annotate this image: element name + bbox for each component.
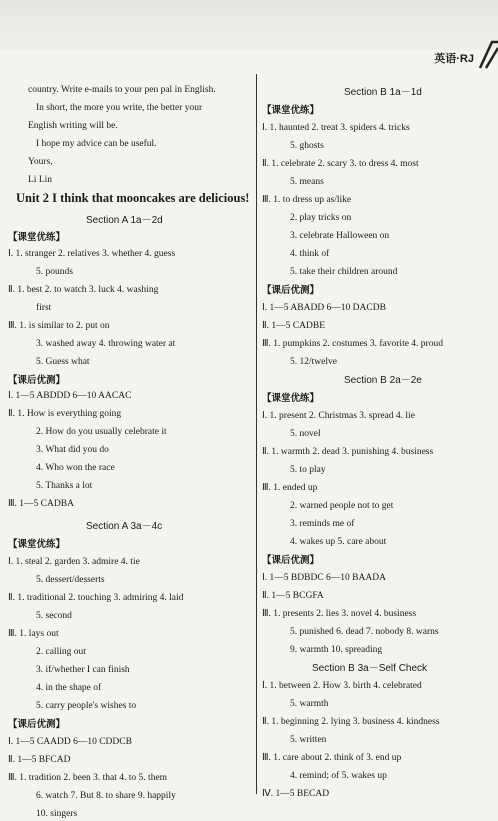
section-title: Section A 3a－4c — [86, 521, 163, 532]
subsection-label: 【课后优测】 — [262, 555, 320, 566]
answer-line: Ⅰ. 1—5 ABDDD 6—10 AACAC — [8, 391, 132, 401]
answer-line: 6. watch 7. But 8. to share 9. happily — [36, 791, 176, 801]
subsection-label: 【课堂优练】 — [8, 539, 66, 550]
answer-line: 5. means — [290, 177, 324, 187]
answer-line: Ⅲ. 1—5 CADBA — [8, 499, 74, 509]
section-title: Section B 3a－Self Check — [312, 663, 428, 674]
answer-line: 5. Thanks a lot — [36, 481, 93, 491]
subsection-label: 【课堂优练】 — [262, 105, 320, 116]
answer-line: 3. reminds me of — [290, 519, 355, 529]
section-title: Section B 1a－1d — [344, 87, 422, 98]
answer-line: 5. dessert/desserts — [36, 575, 105, 585]
page-header-band — [0, 0, 498, 50]
answer-line: 5. Guess what — [36, 357, 90, 367]
answer-line: Ⅱ. 1—5 CADBE — [262, 321, 325, 331]
text-line: I hope my advice can be useful. — [36, 139, 157, 149]
answer-line: 5. second — [36, 611, 72, 621]
answer-line: 4. in the shape of — [36, 683, 102, 693]
subsection-label: 【课堂优练】 — [8, 232, 66, 243]
answer-line: 2. How do you usually celebrate it — [36, 427, 167, 437]
subsection-label: 【课堂优练】 — [262, 393, 320, 404]
answer-line: Ⅰ. 1. between 2. How 3. birth 4. celebrated — [262, 681, 422, 691]
answer-line: Ⅲ. 1. is similar to 2. put on — [8, 321, 110, 331]
answer-line: 3. celebrate Halloween on — [290, 231, 390, 241]
answer-line: Ⅰ. 1—5 BDBDC 6—10 BAADA — [262, 573, 386, 583]
text-line: country. Write e-mails to your pen pal in English. — [28, 85, 216, 95]
unit-title: Unit 2 I think that mooncakes are delicious! — [16, 191, 250, 205]
answer-line: 5. take their children around — [290, 267, 398, 277]
corner-chevron-icon — [478, 40, 498, 70]
answer-line: Ⅱ. 1. beginning 2. lying 3. business 4. kindness — [262, 717, 440, 727]
answer-line: Ⅰ. 1. present 2. Christmas 3. spread 4. lie — [262, 411, 415, 421]
answer-line: 4. remind; of 5. wakes up — [290, 771, 387, 781]
answer-line: Ⅲ. 1. tradition 2. been 3. that 4. to 5. them — [8, 773, 168, 783]
answer-line: Ⅱ. 1. best 2. to watch 3. luck 4. washing — [8, 285, 159, 295]
answer-line: Ⅰ. 1—5 ABADD 6—10 DACDB — [262, 303, 386, 313]
answer-line: 5. 12/twelve — [290, 357, 337, 367]
answer-line: Ⅳ. 1—5 BECAD — [262, 789, 330, 799]
answer-line: 3. if/whether I can finish — [36, 665, 130, 675]
answer-line: 2. warned people not to get — [290, 501, 394, 511]
text-line: Li Lin — [28, 175, 53, 185]
answer-line: 4. wakes up 5. care about — [290, 537, 387, 547]
answer-line: Ⅱ. 1. warmth 2. dead 3. punishing 4. business — [262, 447, 434, 457]
answer-line: Ⅰ. 1. steal 2. garden 3. admire 4. tie — [8, 557, 140, 567]
answer-line: Ⅱ. 1—5 BFCAD — [8, 755, 71, 765]
section-title: Section B 2a－2e — [344, 375, 422, 386]
answer-line: Ⅰ. 1. stranger 2. relatives 3. whether 4. guess — [8, 249, 176, 259]
answer-line: Ⅱ. 1. celebrate 2. scary 3. to dress 4. most — [262, 159, 419, 169]
answer-line: Ⅱ. 1. traditional 2. touching 3. admiring 4. laid — [8, 593, 184, 603]
answer-line: Ⅲ. 1. to dress up as/like — [262, 195, 352, 205]
subsection-label: 【课后优测】 — [8, 375, 66, 386]
column-divider — [256, 74, 257, 794]
answer-line: 4. think of — [290, 249, 330, 259]
answer-line: first — [36, 303, 52, 313]
subject-label: 英语·RJ — [434, 53, 474, 65]
answer-line: 2. play tricks on — [290, 213, 352, 223]
text-line: English writing will be. — [28, 121, 118, 131]
answer-line: 5. carry people's wishes to — [36, 701, 137, 711]
section-title: Section A 1a－2d — [86, 215, 163, 226]
text-line: In short, the more you write, the better your — [36, 103, 203, 113]
answer-line: Ⅲ. 1. presents 2. lies 3. novel 4. business — [262, 609, 417, 619]
answer-line: Ⅲ. 1. ended up — [262, 483, 318, 493]
answer-line: 5. written — [290, 735, 327, 745]
answer-line: 5. novel — [290, 429, 321, 439]
answer-line: 5. punished 6. dead 7. nobody 8. warns — [290, 627, 439, 637]
answer-line: 5. to play — [290, 465, 326, 475]
answer-line: 3. What did you do — [36, 445, 109, 455]
subsection-label: 【课后优测】 — [8, 719, 66, 730]
answer-line: 5. pounds — [36, 267, 73, 277]
answer-line: Ⅲ. 1. care about 2. think of 3. end up — [262, 753, 402, 763]
answer-line: 10. singers — [36, 809, 78, 819]
answer-line: 4. Who won the race — [36, 463, 115, 473]
answer-line: 9. warmth 10. spreading — [290, 645, 383, 655]
answer-line: Ⅱ. 1—5 BCGFA — [262, 591, 324, 601]
subsection-label: 【课后优测】 — [262, 285, 320, 296]
answer-line: 3. washed away 4. throwing water at — [36, 339, 176, 349]
answer-line: 5. warmth — [290, 699, 329, 709]
answer-line: Ⅲ. 1. pumpkins 2. costumes 3. favorite 4. proud — [262, 339, 443, 349]
answer-line: Ⅲ. 1. lays out — [8, 629, 59, 639]
answer-line: 5. ghosts — [290, 141, 324, 151]
answer-line: Ⅱ. 1. How is everything going — [8, 409, 122, 419]
answer-line: Ⅰ. 1. haunted 2. treat 3. spiders 4. tricks — [262, 123, 410, 133]
answer-line: 2. calling out — [36, 647, 86, 657]
answer-line: Ⅰ. 1—5 CAADD 6—10 CDDCB — [8, 737, 132, 747]
text-line: Yours, — [28, 157, 53, 167]
